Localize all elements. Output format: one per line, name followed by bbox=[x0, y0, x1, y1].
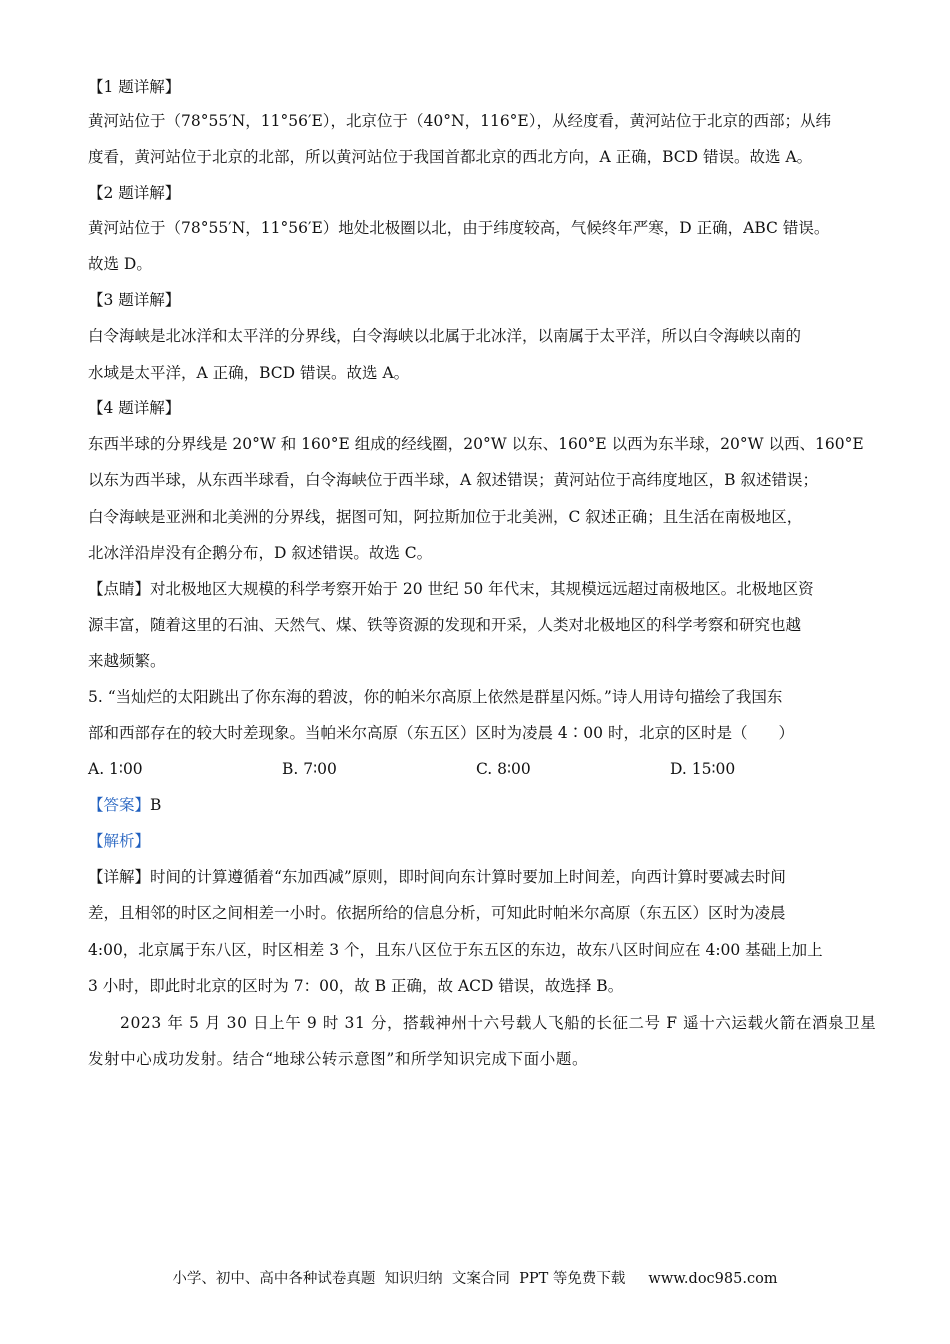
answer-label: 【答案】 bbox=[88, 796, 151, 814]
q5-option-c: C. 8∶00 bbox=[476, 760, 531, 778]
q2-line-2: 故选 D。 bbox=[88, 255, 152, 273]
q4-line-3: 白令海峡是亚洲和北美洲的分界线，据图可知，阿拉斯加位于北美洲，C 叙述正确；且生活在南极地区， bbox=[88, 508, 803, 526]
q5-detail-line-1: 【详解】时间的计算遵循着“东加西减”原则，即时间向东计算时要加上时间差，向西计算时要减去时间 bbox=[88, 868, 786, 886]
tip-line-2: 源丰富，随着这里的石油、天然气、煤、铁等资源的发现和开采，人类对北极地区的科学考察和研究也越 bbox=[88, 616, 802, 634]
q5-stem-line-2: 部和西部存在的较大时差现象。当帕米尔高原（东五区）区时为凌晨 4∶00 时，北京的区时是（ ） bbox=[88, 724, 794, 742]
q4-line-4: 北冰洋沿岸没有企鹅分布，D 叙述错误。故选 C。 bbox=[88, 544, 433, 562]
q5-option-d: D. 15∶00 bbox=[670, 760, 736, 778]
q5-option-a: A. 1∶00 bbox=[88, 760, 143, 778]
q5-detail-line-3: 4:00，北京属于东八区，时区相差 3 个，且东八区位于东五区的东边，故东八区时间应在 4:00 基础上加上 bbox=[88, 941, 823, 959]
q4-line-2: 以东为西半球，从东西半球看，白令海峡位于西半球，A 叙述错误；黄河站位于高纬度地区，B 叙述错误； bbox=[88, 471, 818, 489]
answer-value: B bbox=[150, 796, 162, 814]
intro-line-2: 发射中心成功发射。结合“地球公转示意图”和所学知识完成下面小题。 bbox=[88, 1050, 589, 1068]
q1-line-1: 黄河站位于（78°55′N，11°56′E），北京位于（40°N，116°E），从经度看，黄河站位于北京的西部；从纬 bbox=[88, 112, 831, 130]
analysis-label: 【解析】 bbox=[88, 832, 151, 850]
q1-line-2: 度看，黄河站位于北京的北部，所以黄河站位于我国首都北京的西北方向，A 正确，BCD 错误。故选 A。 bbox=[88, 148, 813, 166]
q4-line-1: 东西半球的分界线是 20°W 和 160°E 组成的经线圈，20°W 以东、160°E 以西为东半球，20°W 以西、160°E bbox=[88, 435, 864, 453]
q5-detail-line-4: 3 小时，即此时北京的区时为 7：00，故 B 正确，故 ACD 错误，故选择 B。 bbox=[88, 977, 624, 995]
page-footer: 小学、初中、高中各种试卷真题 知识归纳 文案合同 PPT 等免费下载 www.doc985.com bbox=[172, 1271, 778, 1287]
q3-line-2: 水域是太平洋，A 正确，BCD 错误。故选 A。 bbox=[88, 364, 410, 382]
intro-line-1: 2023 年 5 月 30 日上午 9 时 31 分，搭载神州十六号载人飞船的长征二号 F 遥十六运载火箭在酒泉卫星 bbox=[120, 1014, 877, 1032]
tip-line-1: 【点睛】对北极地区大规模的科学考察开始于 20 世纪 50 年代末，其规模远远超过南极地区。北极地区资 bbox=[88, 580, 814, 598]
q5-detail-line-2: 差，且相邻的时区之间相差一小时。依据所给的信息分析，可知此时帕米尔高原（东五区）区时为凌晨 bbox=[88, 904, 786, 922]
tip-line-3: 来越频繁。 bbox=[88, 652, 166, 670]
q5-stem-line-1: 5. “当灿烂的太阳跳出了你东海的碧波，你的帕米尔高原上依然是群星闪烁。”诗人用诗句描绘了我国东 bbox=[88, 688, 783, 706]
q3-heading: 【3 题详解】 bbox=[88, 291, 181, 309]
q2-line-1: 黄河站位于（78°55′N，11°56′E）地处北极圈以北，由于纬度较高，气候终年严寒，D 正确，ABC 错误。 bbox=[88, 219, 830, 237]
q4-heading: 【4 题详解】 bbox=[88, 399, 181, 417]
q3-line-1: 白令海峡是北冰洋和太平洋的分界线，白令海峡以北属于北冰洋，以南属于太平洋，所以白令海峡以南的 bbox=[88, 327, 802, 345]
q2-heading: 【2 题详解】 bbox=[88, 184, 181, 202]
q5-answer bbox=[88, 794, 868, 816]
q1-heading: 【1 题详解】 bbox=[88, 78, 181, 96]
q5-option-b: B. 7∶00 bbox=[282, 760, 337, 778]
